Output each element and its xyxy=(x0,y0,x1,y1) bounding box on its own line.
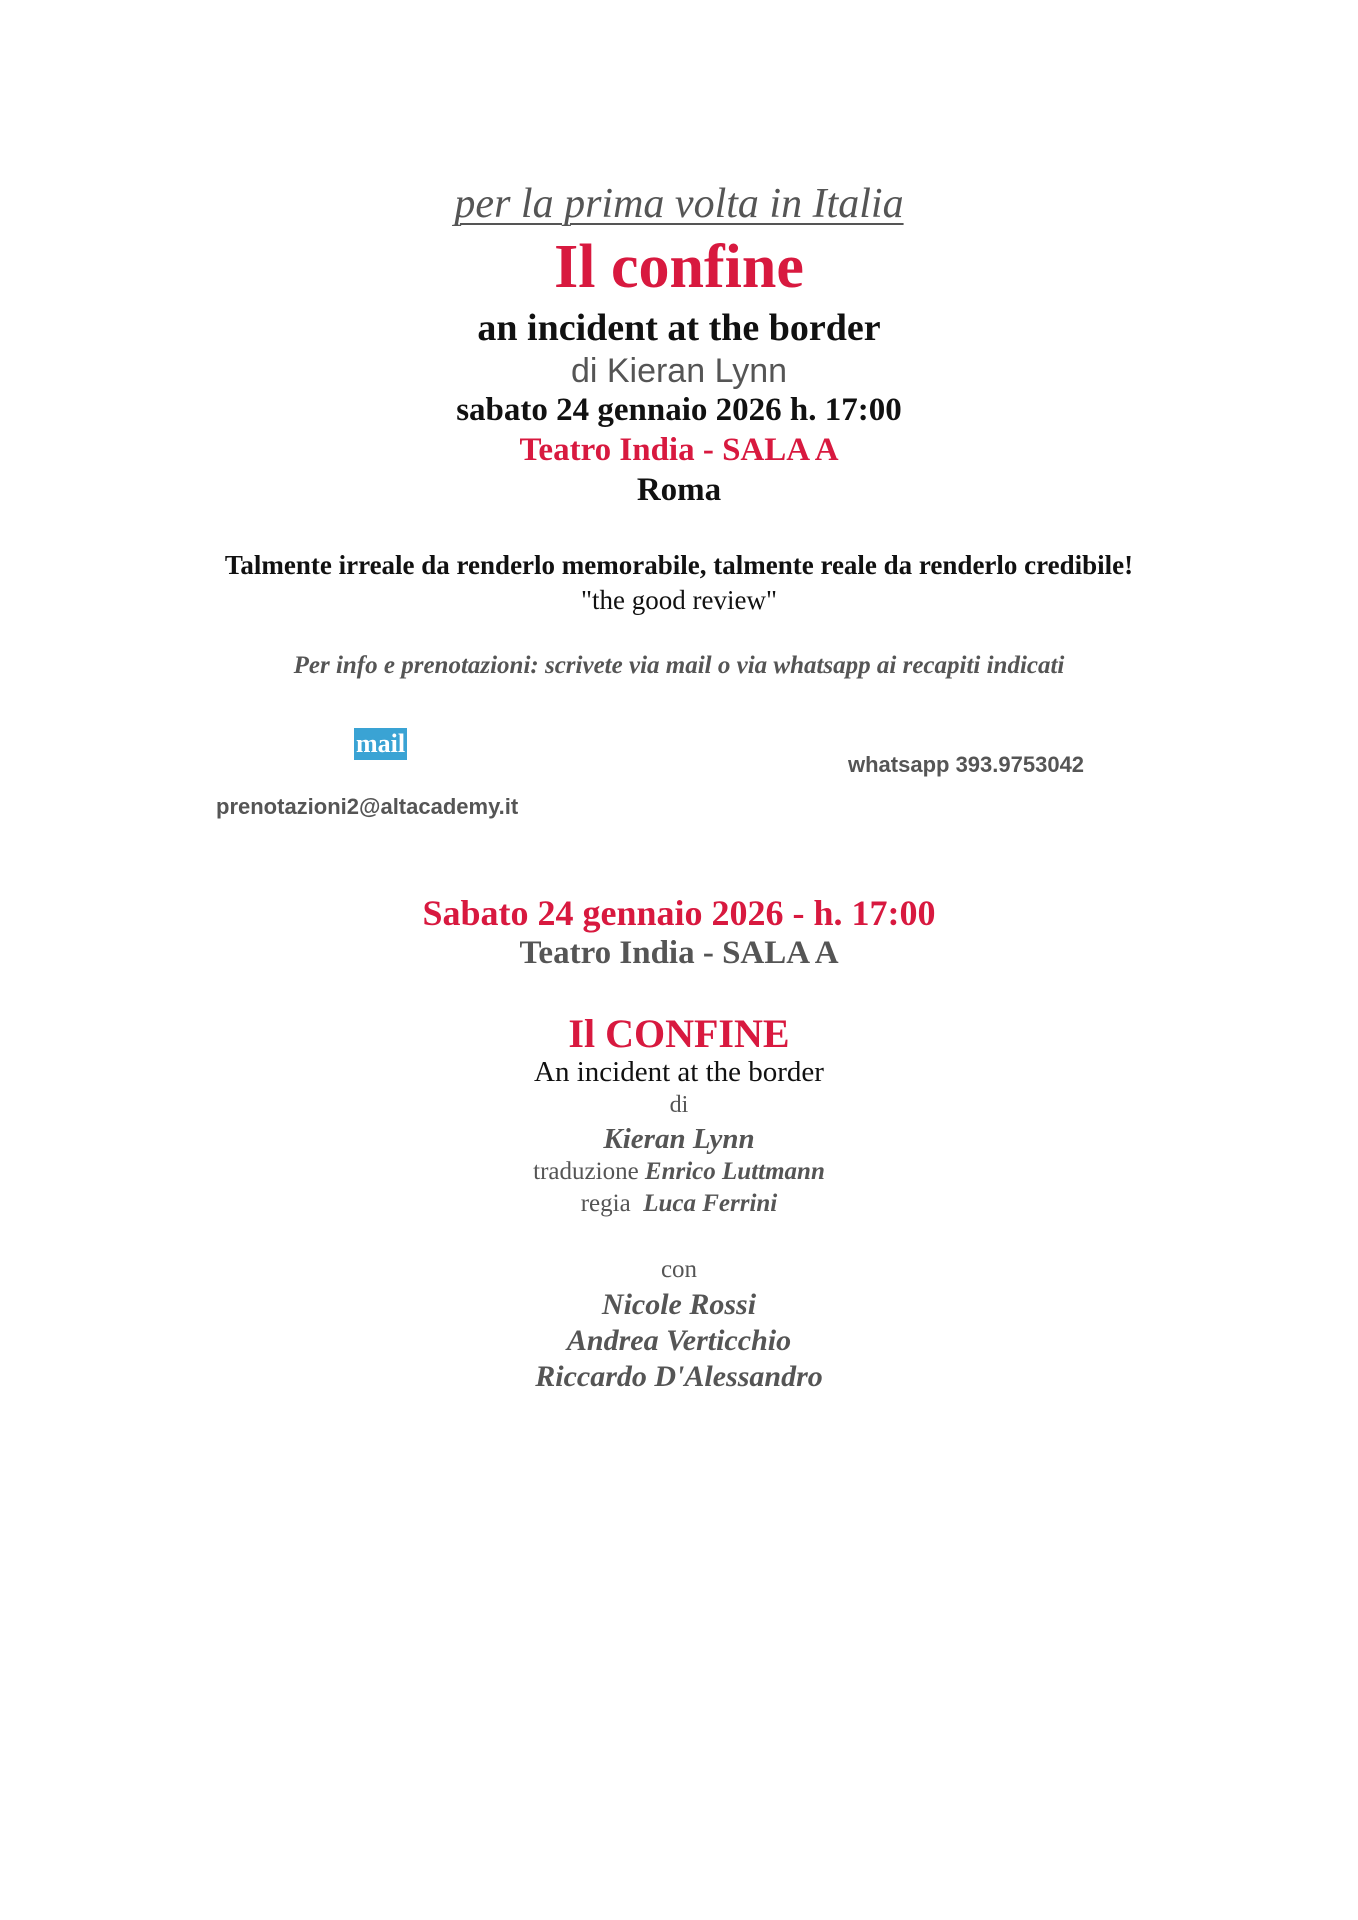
program-subtitle: An incident at the border xyxy=(534,1056,824,1088)
email-address: prenotazioni2@altacademy.it xyxy=(216,794,519,819)
program-title: Il CONFINE xyxy=(568,1011,790,1056)
direction-label: regia xyxy=(580,1190,631,1217)
review-source: "the good review" xyxy=(581,585,777,615)
show-subtitle: an incident at the border xyxy=(477,307,881,349)
cast-member: Nicole Rossi xyxy=(601,1288,757,1321)
translation-label: traduzione xyxy=(533,1158,639,1185)
program-date: Sabato 24 gennaio 2026 - h. 17:00 xyxy=(422,893,936,933)
review-quote: Talmente irreale da renderlo memorabile, talmente reale da renderlo credibile! xyxy=(224,550,1134,580)
director-name: Luca Ferrini xyxy=(643,1190,778,1217)
booking-info: Per info e prenotazioni: scrivete via mail o via whatsapp ai recapiti indicati xyxy=(293,652,1065,679)
whatsapp-contact: whatsapp 393.9753042 xyxy=(848,752,1085,777)
program-author: Kieran Lynn xyxy=(603,1123,755,1155)
program-translation xyxy=(0,1158,1358,1186)
program-di: di xyxy=(669,1092,689,1118)
program-venue: Teatro India - SALA A xyxy=(519,935,839,971)
cast-label: con xyxy=(660,1256,698,1283)
show-venue: Teatro India - SALA A xyxy=(519,432,839,468)
show-author: di Kieran Lynn xyxy=(570,352,788,390)
show-city: Roma xyxy=(636,472,722,508)
show-title: Il confine xyxy=(554,233,804,301)
show-date: sabato 24 gennaio 2026 h. 17:00 xyxy=(456,392,902,428)
mail-link[interactable]: mail xyxy=(356,729,406,758)
translator-name: Enrico Luttmann xyxy=(644,1158,825,1185)
tagline-text: per la prima volta in Italia xyxy=(454,181,904,227)
cast-member: Andrea Verticchio xyxy=(566,1324,792,1357)
program-direction xyxy=(0,1190,1358,1218)
tagline xyxy=(0,180,1358,228)
cast-member: Riccardo D'Alessandro xyxy=(535,1360,823,1393)
